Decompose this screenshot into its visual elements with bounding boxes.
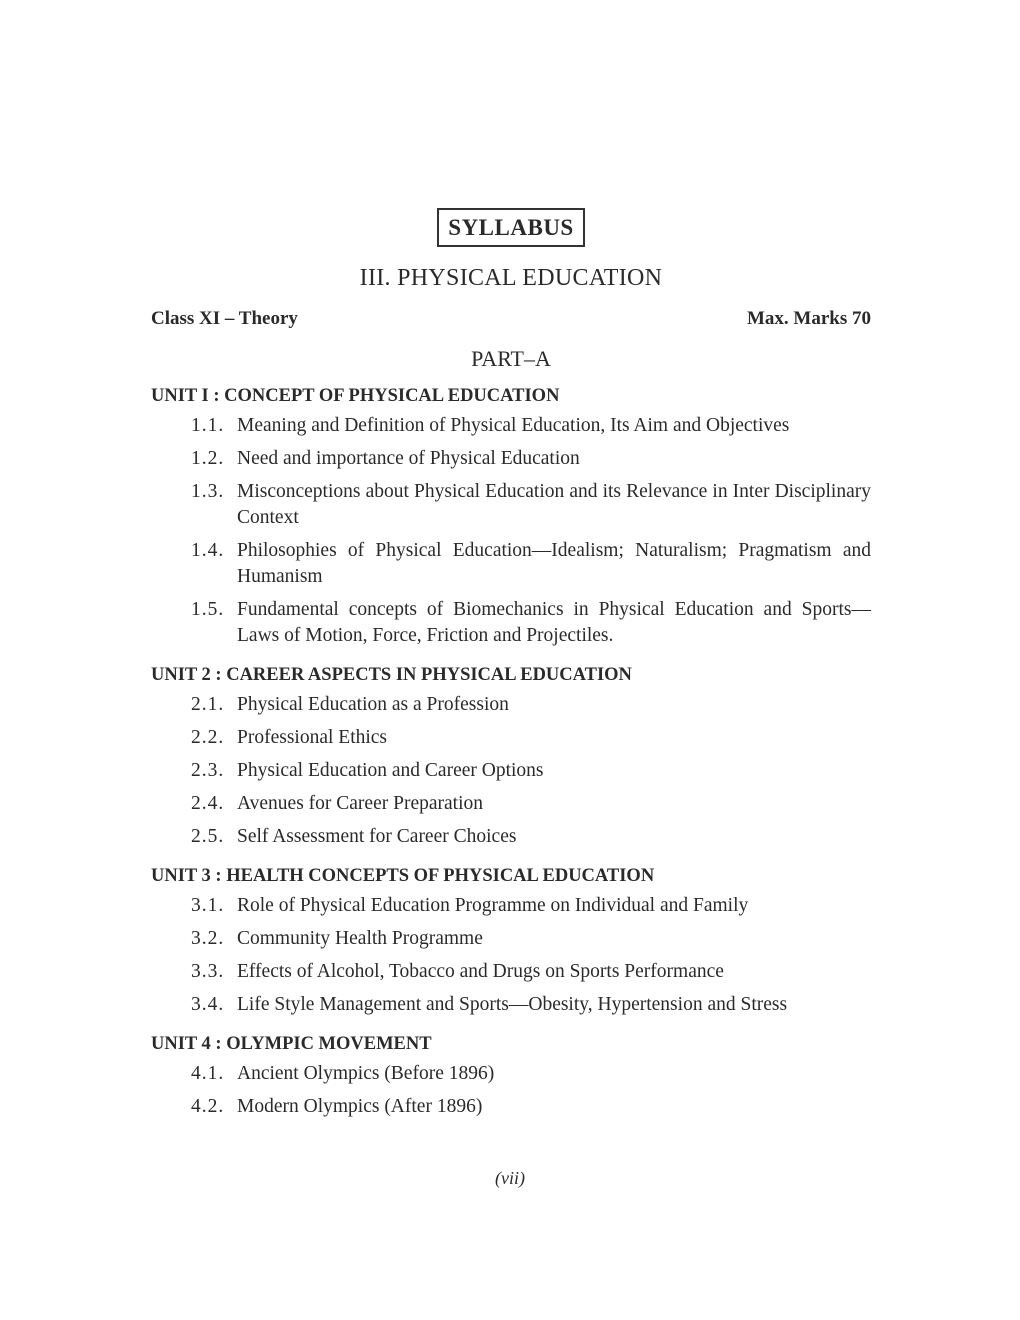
- syllabus-item: [151, 446, 871, 472]
- item-number: 2.1.: [191, 694, 225, 715]
- item-text: Fundamental concepts of Biomechanics in Physical Education and Sports—Laws of Motion, Force, Friction and Projectiles.: [237, 599, 871, 646]
- item-number: 3.1.: [191, 895, 225, 916]
- item-number: 1.5.: [191, 599, 225, 620]
- syllabus-item: [151, 959, 871, 985]
- item-number: 3.4.: [191, 994, 225, 1015]
- item-number: 2.5.: [191, 826, 225, 847]
- item-number: 2.2.: [191, 727, 225, 748]
- syllabus-item: [151, 1094, 871, 1120]
- item-number: 1.1.: [191, 415, 225, 436]
- item-text: Meaning and Definition of Physical Education, Its Aim and Objectives: [237, 415, 790, 436]
- class-row: [151, 308, 871, 330]
- unit-section: [151, 386, 871, 649]
- syllabus-page: [151, 208, 871, 1127]
- syllabus-title-box: SYLLABUS: [437, 208, 584, 247]
- syllabus-item: [151, 1061, 871, 1087]
- item-text: Physical Education and Career Options: [237, 760, 544, 781]
- subject-title: III. PHYSICAL EDUCATION: [359, 265, 663, 291]
- unit-heading: UNIT I : CONCEPT OF PHYSICAL EDUCATION: [151, 386, 560, 406]
- unit-section: [151, 866, 871, 1018]
- max-marks: Max. Marks 70: [746, 308, 871, 329]
- item-number: 1.4.: [191, 540, 225, 561]
- item-text: Professional Ethics: [237, 727, 388, 748]
- unit-heading: UNIT 2 : CAREER ASPECTS IN PHYSICAL EDUCATION: [151, 665, 632, 685]
- item-text: Physical Education as a Profession: [237, 694, 509, 715]
- syllabus-item: [151, 926, 871, 952]
- syllabus-item: [151, 725, 871, 751]
- unit-section: [151, 665, 871, 850]
- units-list: [151, 386, 871, 1120]
- syllabus-item: [151, 893, 871, 919]
- syllabus-item: [151, 597, 871, 649]
- item-text: Life Style Management and Sports—Obesity, Hypertension and Stress: [237, 994, 788, 1015]
- unit-section: [151, 1034, 871, 1120]
- syllabus-item: [151, 992, 871, 1018]
- item-number: 3.2.: [191, 928, 225, 949]
- item-text: Philosophies of Physical Education—Idealism; Naturalism; Pragmatism and Humanism: [237, 540, 871, 587]
- syllabus-item: [151, 791, 871, 817]
- item-text: Role of Physical Education Programme on Individual and Family: [237, 895, 749, 916]
- item-text: Need and importance of Physical Education: [237, 448, 580, 469]
- item-number: 1.2.: [191, 448, 225, 469]
- item-number: 1.3.: [191, 481, 225, 502]
- part-heading: PART–A: [471, 346, 551, 371]
- syllabus-item: [151, 479, 871, 531]
- syllabus-item: [151, 413, 871, 439]
- item-number: 3.3.: [191, 961, 225, 982]
- item-text: Community Health Programme: [237, 928, 483, 949]
- page-number: (vii): [495, 1168, 525, 1188]
- class-label: Class XI – Theory: [151, 308, 298, 329]
- item-number: 2.3.: [191, 760, 225, 781]
- unit-heading: UNIT 4 : OLYMPIC MOVEMENT: [151, 1034, 432, 1054]
- item-number: 4.1.: [191, 1063, 225, 1084]
- syllabus-item: [151, 824, 871, 850]
- item-number: 4.2.: [191, 1096, 225, 1117]
- syllabus-item: [151, 758, 871, 784]
- item-text: Ancient Olympics (Before 1896): [237, 1063, 495, 1084]
- syllabus-item: [151, 538, 871, 590]
- item-text: Self Assessment for Career Choices: [237, 826, 517, 847]
- syllabus-item: [151, 692, 871, 718]
- item-text: Misconceptions about Physical Education and its Relevance in Inter Disciplinary Context: [237, 481, 871, 528]
- item-text: Avenues for Career Preparation: [237, 793, 483, 814]
- unit-heading: UNIT 3 : HEALTH CONCEPTS OF PHYSICAL EDUCATION: [151, 866, 655, 886]
- title-wrap: [151, 208, 871, 247]
- item-text: Effects of Alcohol, Tobacco and Drugs on Sports Performance: [237, 961, 724, 982]
- item-number: 2.4.: [191, 793, 225, 814]
- item-text: Modern Olympics (After 1896): [237, 1096, 483, 1117]
